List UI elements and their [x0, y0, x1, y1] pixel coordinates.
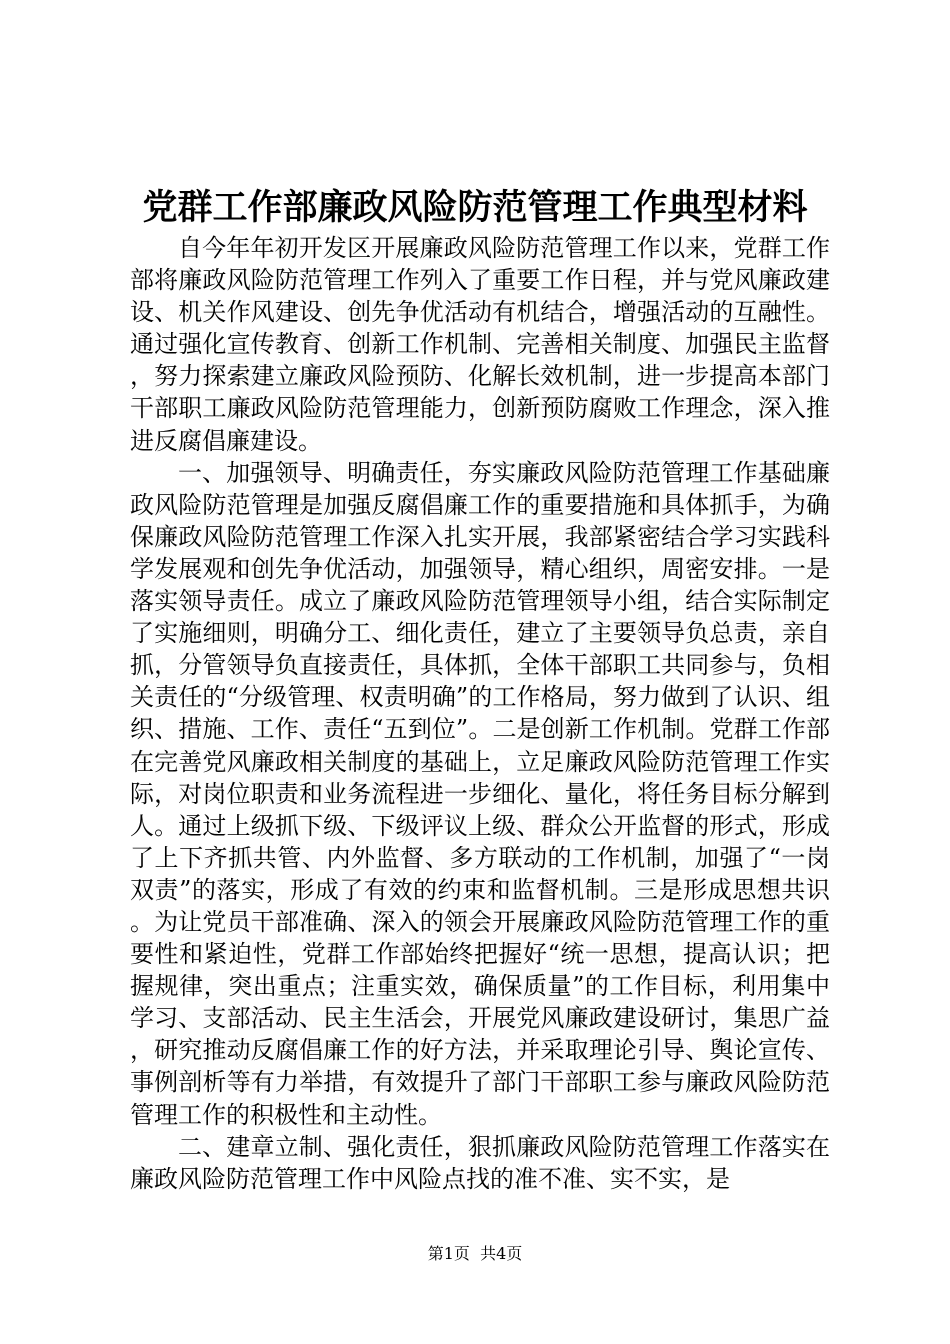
- paragraph-section-2: 二、建章立制、强化责任，狠抓廉政风险防范管理工作落实在廉政风险防范管理工作中风险点找的准不准、实不实，是: [130, 1132, 830, 1193]
- document-body: [130, 232, 830, 1195]
- page-total: 共4页: [480, 1244, 523, 1263]
- paragraph-section-1: 一、加强领导、明确责任，夯实廉政风险防范管理工作基础廉政风险防范管理是加强反腐倡廉工作的重要措施和具体抓手，为确保廉政风险防范管理工作深入扎实开展，我部紧密结合学习实践科学发展观和创先争优活动，加强领导，精心组织，周密安排。一是落实领导责任。成立了廉政风险防范管理领导小组，结合实际制定了实施细则，明确分工、细化责任，建立了主要领导负总责，亲自抓，分管领导负直接责任，具体抓，全体干部职工共同参与，负相关责任的“分级管理、权责明确”的工作格局，努力做到了认识、组织、措施、工作、责任“五到位”。二是创新工作机制。党群工作部在完善党风廉政相关制度的基础上，立足廉政风险防范管理工作实际，对岗位职责和业务流程进一步细化、量化，将任务目标分解到人。通过上级抓下级、下级评议上级、群众公开监督的形式，形成了上下齐抓共管、内外监督、多方联动的工作机制，加强了“一岗双责”的落实，形成了有效的约束和监督机制。三是形成思想共识。为让党员干部准确、深入的领会开展廉政风险防范管理工作的重要性和紧迫性，党群工作部始终把握好“统一思想，提高认识；把握规律，突出重点；注重实效，确保质量”的工作目标，利用集中学习、支部活动、民主生活会，开展党风廉政建设研讨，集思广益，研究推动反腐倡廉工作的好方法，并采取理论引导、舆论宣传、事例剖析等有力举措，有效提升了部门干部职工参与廉政风险防范管理工作的积极性和主动性。: [130, 458, 830, 1129]
- page-footer: [0, 1242, 950, 1266]
- paragraph-intro: 自今年年初开发区开展廉政风险防范管理工作以来，党群工作部将廉政风险防范管理工作列入了重要工作日程，并与党风廉政建设、机关作风建设、创先争优活动有机结合，增强活动的互融性。通过强化宣传教育、创新工作机制、完善相关制度、加强民主监督，努力探索建立廉政风险预防、化解长效机制，进一步提高本部门干部职工廉政风险防范管理能力，创新预防腐败工作理念，深入推进反腐倡廉建设。: [130, 234, 830, 455]
- page-number: 第1页: [427, 1244, 470, 1263]
- document-title: 党群工作部廉政风险防范管理工作典型材料: [142, 187, 808, 228]
